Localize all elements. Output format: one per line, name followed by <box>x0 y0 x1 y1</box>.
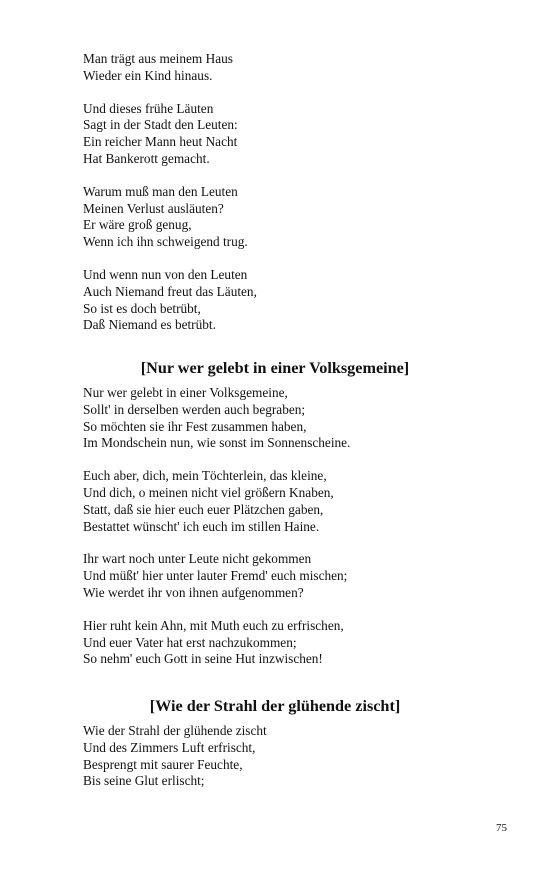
verse-line: Daß Niemand es betrübt. <box>83 317 216 333</box>
verse-line: Wenn ich ihn schweigend trug. <box>83 234 248 250</box>
verse-line: Er wäre groß genug, <box>83 217 192 233</box>
verse-line: Hat Bankerott gemacht. <box>83 150 210 166</box>
verse-line: Sagt in der Stadt den Leuten: <box>83 117 238 133</box>
verse-line: Und euer Vater hat erst nachzukommen; <box>83 634 297 650</box>
stanza <box>83 551 483 601</box>
stanza <box>83 184 483 251</box>
stanza <box>83 723 483 790</box>
verse-line: Ihr wart noch unter Leute nicht gekommen <box>83 551 312 567</box>
verse-line: Und wenn nun von den Leuten <box>83 266 248 282</box>
verse-line: Nur wer gelebt in einer Volksgemeine, <box>83 385 288 400</box>
verse-line: Man trägt aus meinem Haus <box>83 51 233 66</box>
poem-3-body <box>83 723 483 790</box>
stanza <box>83 101 483 168</box>
verse-line: Meinen Verlust ausläuten? <box>83 200 224 216</box>
verse-line: Wieder ein Kind hinaus. <box>83 67 213 83</box>
verse-line: Und dich, o meinen nicht viel größern Knaben, <box>83 484 334 500</box>
poem-3-title: [Wie der Strahl der glühende zischt] <box>149 697 401 715</box>
poem-1-body <box>83 51 483 334</box>
verse-line: So möchten sie ihr Fest zusammen haben, <box>83 418 307 434</box>
verse-line: Und müßt' hier unter lauter Fremd' euch mischen; <box>83 568 348 584</box>
verse-line: Ein reicher Mann heut Nacht <box>83 134 238 150</box>
verse-line: Bis seine Glut erlischt; <box>83 773 205 789</box>
stanza <box>83 267 483 334</box>
verse-line: So ist es doch betrübt, <box>83 300 201 316</box>
stanza <box>83 51 483 85</box>
verse-line: Wie werdet ihr von ihnen aufgenommen? <box>83 584 304 600</box>
stanza <box>83 385 483 452</box>
verse-line: Im Mondschein nun, wie sonst im Sonnenscheine. <box>83 435 351 451</box>
verse-line: Euch aber, dich, mein Töchterlein, das kleine, <box>83 468 327 484</box>
verse-line: So nehm' euch Gott in seine Hut inzwischen! <box>83 651 323 667</box>
stanza <box>83 618 483 668</box>
verse-line: Hier ruht kein Ahn, mit Muth euch zu erfrischen, <box>83 617 344 633</box>
poem-2-body <box>83 385 483 668</box>
poem-2-title: [Nur wer gelebt in einer Volksgemeine] <box>140 359 410 377</box>
verse-line: Und des Zimmers Luft erfrischt, <box>83 739 256 755</box>
page-number: 75 <box>496 822 507 834</box>
verse-line: Und dieses frühe Läuten <box>83 100 214 116</box>
verse-line: Besprengt mit saurer Feuchte, <box>83 756 243 772</box>
verse-line: Sollt' in derselben werden auch begraben; <box>83 401 306 417</box>
verse-line: Auch Niemand freut das Läuten, <box>83 283 257 299</box>
verse-line: Bestattet wünscht' ich euch im stillen Haine. <box>83 518 320 534</box>
verse-line: Wie der Strahl der glühende zischt <box>83 723 267 738</box>
verse-line: Warum muß man den Leuten <box>83 183 238 199</box>
stanza <box>83 468 483 535</box>
verse-line: Statt, daß sie hier euch euer Plätzchen gaben, <box>83 501 324 517</box>
